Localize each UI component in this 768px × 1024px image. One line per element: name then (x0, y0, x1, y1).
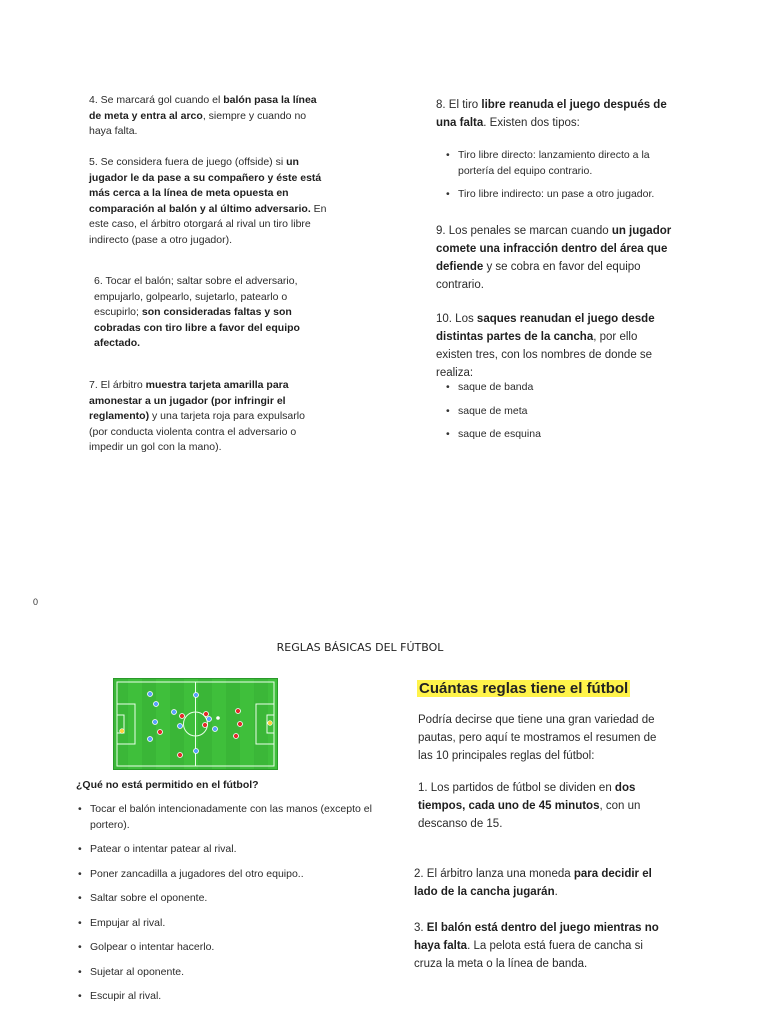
rule-6: 6. Tocar el balón; saltar sobre el adversario, empujarlo, golpearlo, sujetarlo, patearlo o escupirlo; son consideradas faltas y son cobradas con tiro libre a favor del equipo afectado. (94, 275, 300, 349)
list-item: • Saltar sobre el oponente. (76, 891, 386, 907)
rule-10-list (444, 380, 644, 443)
rule-4: 4. Se marcará gol cuando el balón pasa la línea de meta y entra al arco, siempre y cuando no haya falta. (89, 94, 317, 137)
rule-8: 8. El tiro libre reanuda el juego después de una falta. Existen dos tipos: (436, 99, 667, 129)
list-item: • Golpear o intentar hacerlo. (76, 940, 386, 956)
soccer-field-image (113, 678, 278, 770)
rules-count-heading: Cuántas reglas tiene el fútbol (419, 680, 629, 697)
rule-10: 10. Los saques reanudan el juego desde distintas partes de la cancha, por ello existen tres, con los nombres de donde se realiza: (436, 313, 655, 379)
list-item: • Sujetar al oponente. (76, 965, 386, 981)
rule-5: 5. Se considera fuera de juego (offside) si un jugador le da pase a su compañero y éste está más cerca a la línea de meta opuesta en comparación al balón y al último adversario. En este caso, el árbitro otorgará al rival un tiro libre indirecto (pase a otro jugador). (89, 156, 327, 246)
list-item: • Tocar el balón intencionadamente con las manos (excepto el portero). (76, 802, 386, 833)
list-item: • Empujar al rival. (76, 916, 386, 932)
rules-intro: Podría decirse que tiene una gran variedad de pautas, pero aquí te mostramos el resumen de las 10 principales reglas del fútbol: (418, 714, 657, 762)
page-title: REGLAS BÁSICAS DEL FÚTBOL (276, 641, 444, 654)
rule-1: 1. Los partidos de fútbol se dividen en dos tiempos, cada uno de 45 minutos, con un descanso de 15. (418, 782, 641, 830)
list-item: • Tiro libre directo: lanzamiento directo a la portería del equipo contrario. (444, 148, 684, 179)
rule-2: 2. El árbitro lanza una moneda para decidir el lado de la cancha jugarán. (414, 868, 652, 898)
list-item: • saque de meta (444, 404, 644, 420)
list-item: • saque de banda (444, 380, 644, 396)
soccer-field-diagram (114, 679, 277, 769)
rule-8-list (444, 148, 684, 203)
list-item: • Tiro libre indirecto: un pase a otro jugador. (444, 187, 684, 203)
rule-9: 9. Los penales se marcan cuando un jugador comete una infracción dentro del área que defiende y se cobra en favor del equipo contrario. (436, 225, 672, 291)
not-allowed-list (76, 802, 386, 1005)
list-item: • Patear o intentar patear al rival. (76, 842, 386, 858)
list-item: • Poner zancadilla a jugadores del otro equipo.. (76, 867, 386, 883)
page-marker: 0 (33, 597, 39, 607)
list-item: • Escupir al rival. (76, 989, 386, 1005)
not-allowed-heading: ¿Qué no está permitido en el fútbol? (76, 779, 259, 791)
rule-3: 3. El balón está dentro del juego mientras no haya falta. La pelota está fuera de cancha si cruza la meta o la línea de banda. (414, 922, 659, 970)
list-item: • saque de esquina (444, 427, 644, 443)
rule-7: 7. El árbitro muestra tarjeta amarilla para amonestar a un jugador (por infringir el reglamento) y una tarjeta roja para expulsarlo (por conducta violenta contra el adversario o impedir un gol con la mano). (89, 379, 305, 453)
